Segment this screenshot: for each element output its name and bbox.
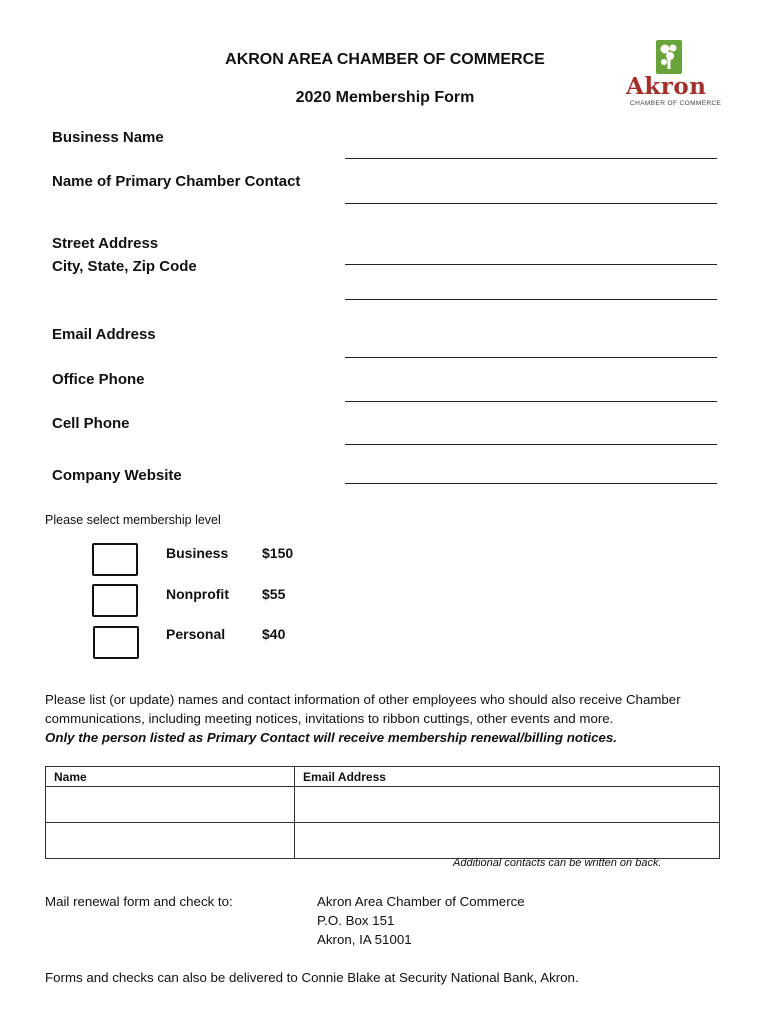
primary-contact-notice: Only the person listed as Primary Contact will receive membership renewal/billing notices. [45, 730, 617, 745]
business-checkbox[interactable] [92, 543, 138, 576]
cell-phone-field[interactable] [345, 444, 717, 445]
personal-checkbox[interactable] [93, 626, 139, 659]
address-line: Akron Area Chamber of Commerce [317, 894, 525, 909]
logo-wordmark: Akron [626, 73, 707, 100]
level-name: Nonprofit [166, 586, 229, 602]
table-row [46, 787, 720, 823]
address-line: P.O. Box 151 [317, 913, 395, 928]
office-phone-label: Office Phone [52, 371, 145, 388]
table-row [46, 823, 720, 859]
business-name-field[interactable] [345, 158, 717, 159]
form-title: 2020 Membership Form [295, 89, 475, 106]
contact-name-cell[interactable] [46, 787, 295, 823]
primary-contact-label: Name of Primary Chamber Contact [52, 173, 301, 190]
website-label: Company Website [52, 467, 182, 484]
footer-note: Forms and checks can also be delivered to Connie Blake at Security National Bank, Akron. [45, 970, 579, 985]
contact-name-cell[interactable] [46, 823, 295, 859]
city-state-zip-field[interactable] [345, 299, 717, 300]
city-state-zip-label: City, State, Zip Code [52, 258, 197, 275]
logo-subtitle: CHAMBER OF COMMERCE [630, 100, 722, 107]
instructions-text: Please list (or update) names and contact information of other employees who should also receive Chamber communications, including meeting notices, invitations to ribbon cuttings, other events and more. [45, 692, 681, 726]
email-field[interactable] [345, 357, 717, 358]
contact-email-cell[interactable] [295, 823, 720, 859]
column-header-email: Email Address [295, 767, 720, 787]
contacts-instructions [45, 690, 735, 747]
street-address-label: Street Address [52, 235, 159, 252]
level-price: $150 [262, 545, 294, 561]
tree-icon [656, 40, 682, 74]
contact-email-cell[interactable] [295, 787, 720, 823]
membership-prompt: Please select membership level [45, 513, 221, 527]
contacts-table [45, 766, 720, 859]
cell-phone-label: Cell Phone [52, 415, 130, 432]
email-label: Email Address [52, 326, 156, 343]
org-title: AKRON AREA CHAMBER OF COMMERCE [225, 51, 545, 68]
column-header-name: Name [46, 767, 295, 787]
business-name-label: Business Name [52, 129, 164, 146]
level-price: $55 [262, 586, 286, 602]
address-line: Akron, IA 51001 [317, 932, 412, 947]
level-name: Personal [166, 626, 226, 642]
website-field[interactable] [345, 483, 717, 484]
primary-contact-field[interactable] [345, 203, 717, 204]
level-name: Business [166, 545, 229, 561]
mail-label: Mail renewal form and check to: [45, 894, 233, 909]
nonprofit-checkbox[interactable] [92, 584, 138, 617]
level-price: $40 [262, 626, 286, 642]
mail-address [317, 892, 525, 949]
table-header-row [46, 767, 720, 787]
street-address-field[interactable] [345, 264, 717, 265]
additional-contacts-note: Additional contacts can be written on back. [453, 857, 662, 869]
office-phone-field[interactable] [345, 401, 717, 402]
